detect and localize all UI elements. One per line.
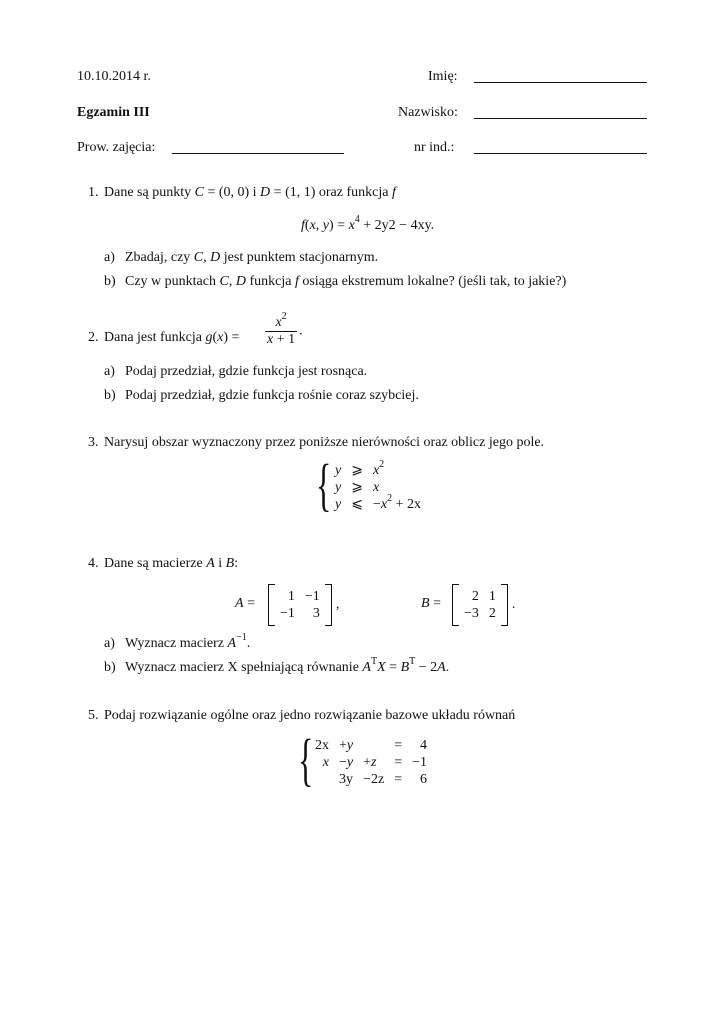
task-2-part-a-text: Podaj przedział, gdzie funkcja jest rosnąca. bbox=[125, 364, 368, 379]
task-3-text: Narysuj obszar wyznaczony przez poniższe nierówności oraz oblicz jego pole. bbox=[104, 435, 545, 450]
index-field[interactable] bbox=[474, 153, 647, 154]
last-name-label: Nazwisko: bbox=[398, 105, 458, 120]
cell: +y bbox=[339, 738, 354, 753]
task-4-number: 4. bbox=[88, 556, 99, 571]
cell: ⩽ bbox=[351, 497, 363, 512]
row-1 bbox=[310, 737, 432, 754]
cell: = bbox=[394, 755, 403, 770]
cell: y bbox=[335, 497, 342, 512]
task-2-number: 2. bbox=[88, 330, 99, 345]
task-4-part-b-text: Wyznacz macierz X spełniającą równanie $A^TX = B^T - 2A$. bbox=[125, 656, 450, 675]
row-1 bbox=[330, 462, 426, 479]
fraction-denominator: x + 1 bbox=[267, 332, 296, 347]
row-2 bbox=[275, 605, 325, 622]
cell: x bbox=[372, 480, 380, 495]
cell: x bbox=[322, 755, 329, 770]
matrix-b-right-bracket bbox=[501, 584, 508, 626]
row-3 bbox=[330, 496, 426, 513]
index-label: nr ind.: bbox=[414, 140, 455, 155]
matrix-a-right-bracket bbox=[325, 584, 332, 626]
matrix-b: 2 1 −3 2 . bbox=[452, 584, 515, 626]
task-1-part-a-text: Zbadaj, czy C, D jest punktem stacjonarnym. bbox=[125, 250, 379, 265]
task-2-fraction: $\frac{x^2}{x + 1}$ . bbox=[267, 311, 303, 347]
cell: 1 bbox=[287, 589, 295, 604]
matrix-a-label: A = bbox=[235, 596, 255, 611]
cell: 2x bbox=[315, 738, 329, 753]
first-name-field[interactable] bbox=[474, 82, 647, 83]
cell: 2 bbox=[471, 589, 479, 604]
row-2 bbox=[459, 605, 501, 622]
cell bbox=[358, 737, 389, 754]
row-3 bbox=[310, 771, 432, 788]
task-1-part-a-label: a) bbox=[104, 250, 115, 265]
cell: 4 bbox=[420, 738, 428, 753]
row-2 bbox=[330, 479, 426, 496]
left-brace: { bbox=[316, 452, 332, 517]
task-1-number: 1. bbox=[88, 185, 99, 200]
instructor-label: Prow. zajęcia: bbox=[77, 140, 156, 155]
row-2 bbox=[310, 754, 432, 771]
equation-table bbox=[310, 737, 432, 788]
row-1 bbox=[275, 588, 325, 605]
cell: 3 bbox=[312, 606, 320, 621]
last-name-field[interactable] bbox=[474, 118, 647, 119]
exam-date: 10.10.2014 r. bbox=[77, 69, 151, 84]
cell: $-x^2 + 2x$ bbox=[372, 493, 421, 512]
cell: y bbox=[335, 480, 342, 495]
cell: y bbox=[335, 463, 342, 478]
cell: −1 bbox=[280, 606, 295, 621]
cell: ⩾ bbox=[351, 463, 363, 478]
cell: = bbox=[394, 738, 403, 753]
task-1-formula: f(x, $y) = x^4 + 2y2 - 4xy$. bbox=[301, 214, 435, 233]
instructor-field[interactable] bbox=[172, 153, 344, 154]
task-5-text: Podaj rozwiązanie ogólne oraz jedno rozwiązanie bazowe układu równań bbox=[104, 708, 516, 723]
task-1-part-b-label: b) bbox=[104, 274, 116, 289]
cell: −1 bbox=[304, 589, 320, 604]
first-name-label: Imię: bbox=[428, 69, 458, 84]
task-4-part-a-text: Wyznacz macierz $A^{-1}$. bbox=[125, 632, 251, 651]
task-2-part-b-label: b) bbox=[104, 388, 116, 403]
task-1-part-b-text: Czy w punktach C, D funkcja f osiąga ekstremum lokalne? (jeśli tak, to jakie?) bbox=[125, 274, 567, 289]
cell: −y bbox=[339, 755, 354, 770]
cell: $x^2$ bbox=[372, 459, 385, 478]
exam-title: Egzamin III bbox=[77, 105, 150, 120]
task-4-part-b-label: b) bbox=[104, 660, 116, 675]
matrix-b-label: B = bbox=[421, 596, 441, 611]
task-2-text: Dana jest funkcja g(x) = bbox=[104, 330, 240, 345]
cell: 2 bbox=[488, 606, 496, 621]
row-1 bbox=[459, 588, 501, 605]
task-2-part-b-text: Podaj przedział, gdzie funkcja rośnie coraz szybciej. bbox=[125, 388, 419, 403]
matrix-b-left-bracket bbox=[452, 584, 459, 626]
cell: −1 bbox=[412, 755, 428, 770]
task-1-text: Dane są punkty C = (0, 0) i D = (1, 1) oraz funkcja f bbox=[104, 185, 396, 200]
cell: −3 bbox=[464, 606, 479, 621]
cell: 6 bbox=[420, 772, 428, 787]
inequality-table bbox=[330, 459, 426, 513]
matrix-a: 1 −1 −1 3 , bbox=[268, 584, 339, 626]
cell: −2z bbox=[363, 772, 385, 787]
cell: 3y bbox=[339, 772, 353, 787]
cell: 1 bbox=[488, 589, 496, 604]
task-2-part-a-label: a) bbox=[104, 364, 115, 379]
task-3-number: 3. bbox=[88, 435, 99, 450]
task-4-part-a-label: a) bbox=[104, 636, 115, 651]
left-brace: { bbox=[298, 727, 314, 792]
matrix-a-left-bracket bbox=[268, 584, 275, 626]
cell: = bbox=[394, 772, 403, 787]
cell: +z bbox=[363, 755, 377, 770]
task-4-text: Dane są macierze A i B: bbox=[104, 556, 239, 571]
task-5-number: 5. bbox=[88, 708, 99, 723]
cell: ⩾ bbox=[351, 480, 363, 495]
cell bbox=[310, 771, 334, 788]
fraction-numerator: $x^2$ bbox=[275, 311, 287, 330]
